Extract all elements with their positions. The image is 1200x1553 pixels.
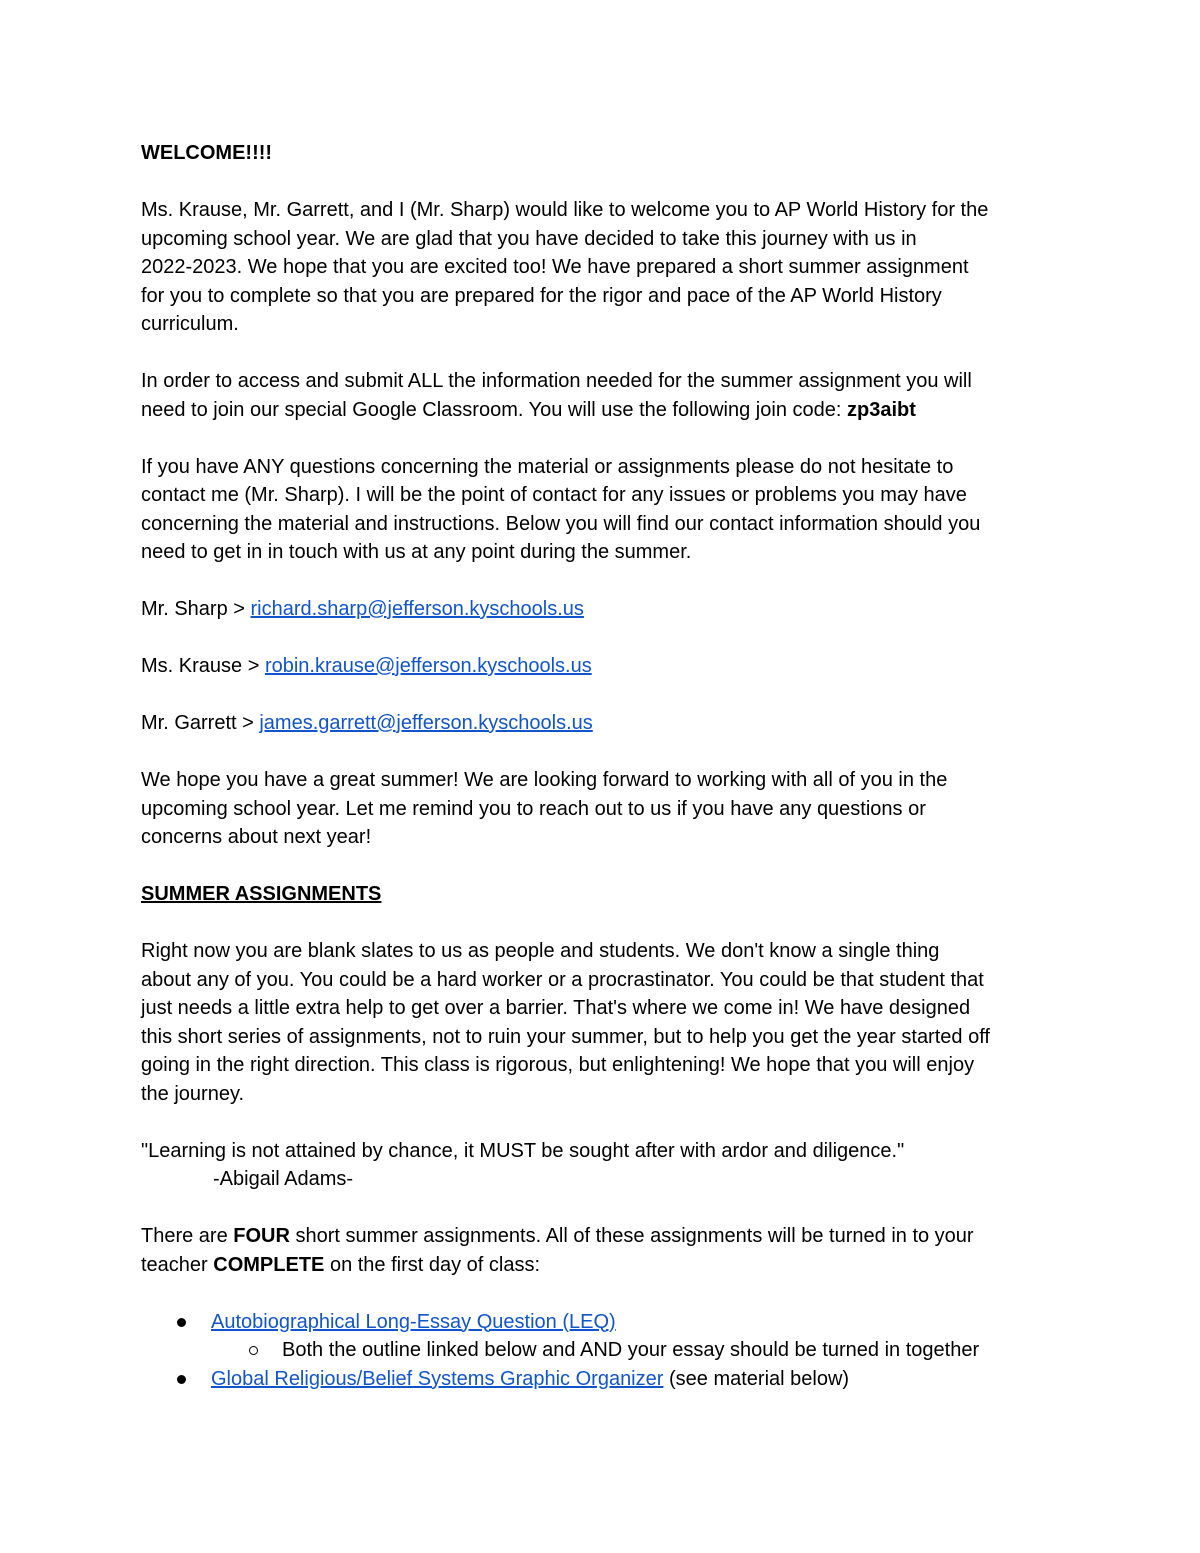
summer-line: about any of you. You could be a hard worker or a procrastinator. You could be that student that xyxy=(141,968,984,991)
assignments-intro xyxy=(141,1222,1071,1279)
email-link-garrett[interactable]: james.garrett@jefferson.kyschools.us xyxy=(259,712,593,734)
summer-line: just needs a little extra help to get over a barrier. That's where we come in! We have designed xyxy=(141,997,971,1019)
summer-assignments-heading: SUMMER ASSIGNMENTS xyxy=(141,883,382,905)
contact-label: Mr. Garrett > xyxy=(141,712,260,734)
intro-line: for you to complete so that you are prepared for the rigor and pace of the AP World History xyxy=(141,284,942,307)
quote-author: -Abigail Adams- xyxy=(213,1168,354,1190)
list-item-text xyxy=(211,1365,849,1394)
list-item xyxy=(141,1365,1071,1394)
summer-line: the journey. xyxy=(141,1082,245,1105)
graphic-organizer-link[interactable]: Global Religious/Belief Systems Graphic Organizer xyxy=(211,1367,664,1390)
list-item-suffix: (see material below) xyxy=(663,1367,850,1390)
contact-label: Mr. Sharp > xyxy=(141,598,251,620)
classroom-line: In order to access and submit ALL the information needed for the summer assignment you will xyxy=(141,370,972,392)
classroom-line xyxy=(141,396,1071,425)
welcome-title: WELCOME!!!! xyxy=(141,142,273,164)
classroom-paragraph xyxy=(141,367,1071,424)
questions-line: contact me (Mr. Sharp). I will be the point of contact for any issues or problems you may have xyxy=(141,484,967,506)
hollow-bullet-icon xyxy=(249,1346,258,1355)
assignment-list xyxy=(141,1308,1071,1394)
summer-line: Right now you are blank slates to us as people and students. We don't know a single thing xyxy=(141,940,940,962)
join-code: zp3aibt xyxy=(846,398,916,421)
summer-line: this short series of assignments, not to ruin your summer, but to help you get the year started off xyxy=(141,1025,990,1048)
sub-list-item-text: Both the outline linked below and AND your essay should be turned in together xyxy=(282,1339,980,1361)
assignments-intro-line xyxy=(141,1222,1071,1251)
bullet-icon xyxy=(177,1318,186,1327)
closing-line: upcoming school year. Let me remind you to reach out to us if you have any questions or xyxy=(141,797,926,820)
closing-line: concerns about next year! xyxy=(141,826,372,848)
contact-label: Ms. Krause > xyxy=(141,655,265,677)
four-emphasis: FOUR xyxy=(233,1225,290,1247)
questions-paragraph xyxy=(141,453,1071,567)
intro-line: 2022-2023. We hope that you are excited too! We have prepared a short summer assignment xyxy=(141,256,969,278)
document-page xyxy=(141,139,1071,1393)
contact-garrett xyxy=(141,709,1071,738)
intro-text: on the first day of class: xyxy=(324,1253,541,1276)
classroom-line-text: need to join our special Google Classroom. You will use the following join code: xyxy=(141,398,847,421)
questions-line: If you have ANY questions concerning the material or assignments please do not hesitate to xyxy=(141,455,954,478)
intro-text: short summer assignments. All of these assignments will be turned in to your xyxy=(289,1225,974,1247)
list-item xyxy=(141,1308,1071,1337)
questions-line: need to get in in touch with us at any point during the summer. xyxy=(141,541,692,563)
intro-text: teacher xyxy=(141,1253,214,1276)
bullet-icon xyxy=(177,1375,186,1384)
leq-link[interactable]: Autobiographical Long-Essay Question (LEQ) xyxy=(211,1310,616,1333)
complete-emphasis: COMPLETE xyxy=(213,1253,325,1276)
contact-krause xyxy=(141,652,1071,681)
closing-line: We hope you have a great summer! We are looking forward to working with all of you in the xyxy=(141,769,948,791)
intro-text: There are xyxy=(141,1225,234,1247)
intro-line: curriculum. xyxy=(141,313,239,335)
intro-line: Ms. Krause, Mr. Garrett, and I (Mr. Sharp) would like to welcome you to AP World History for the xyxy=(141,199,989,221)
sub-list-item xyxy=(141,1336,1071,1365)
closing-paragraph xyxy=(141,766,1071,852)
assignments-intro-line xyxy=(141,1251,1071,1280)
summer-line: going in the right direction. This class is rigorous, but enlightening! We hope that you will enjoy xyxy=(141,1054,975,1076)
questions-line: concerning the material and instructions. Below you will find our contact information should you xyxy=(141,512,981,535)
contact-sharp xyxy=(141,595,1071,624)
email-link-sharp[interactable]: richard.sharp@jefferson.kyschools.us xyxy=(250,598,584,620)
quote-text: "Learning is not attained by chance, it MUST be sought after with ardor and diligence." xyxy=(141,1139,905,1162)
intro-paragraph xyxy=(141,196,1071,339)
summer-paragraph xyxy=(141,937,1071,1108)
list-item-text xyxy=(211,1308,616,1337)
email-link-krause[interactable]: robin.krause@jefferson.kyschools.us xyxy=(264,655,592,677)
intro-line: upcoming school year. We are glad that you have decided to take this journey with us in xyxy=(141,227,917,250)
